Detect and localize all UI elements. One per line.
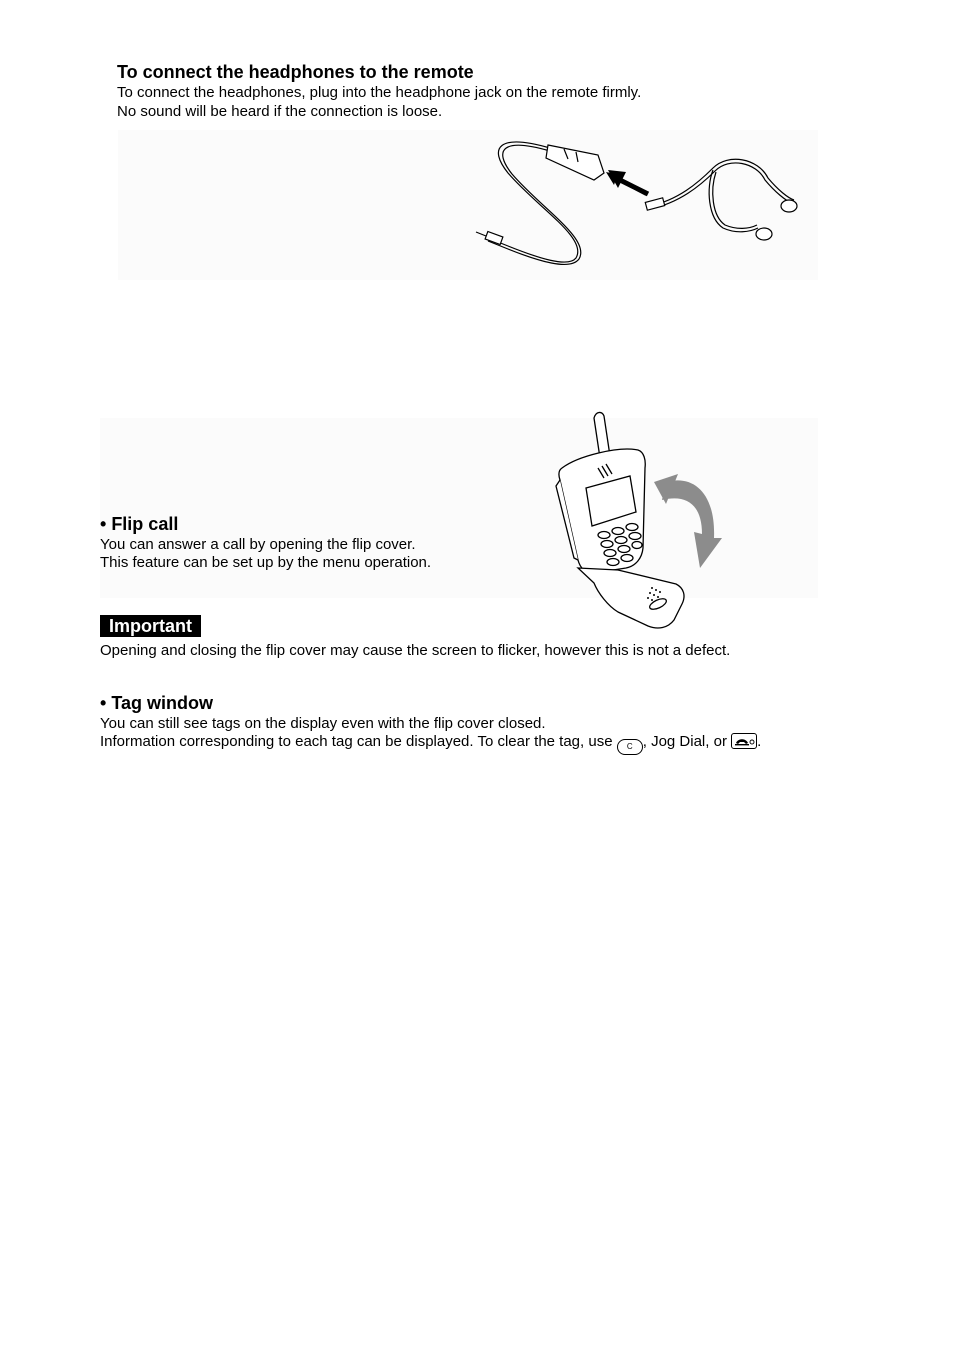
section-title-headphones: To connect the headphones to the remote: [117, 62, 474, 82]
headphones-connection-illustration: [468, 128, 808, 268]
flip-call-text-line1: You can answer a call by opening the flip cover.: [100, 536, 416, 553]
clear-key-label: C: [626, 742, 633, 751]
important-label: Important: [100, 615, 201, 637]
flip-call-text-line2: This feature can be set up by the menu operation.: [100, 554, 432, 571]
tag-window-title: Tag window: [111, 693, 213, 713]
flip-call-title: Flip call: [111, 514, 179, 534]
tag-window-text-line1: You can still see tags on the display even with the flip cover closed.: [100, 715, 546, 732]
headphones-text-line1: To connect the headphones, plug into the headphone jack on the remote firmly.: [117, 84, 642, 101]
tag-window-text-part1: Information corresponding to each tag can be displayed. To clear the tag, use: [100, 733, 613, 750]
important-badge: [100, 615, 201, 637]
flip-phone-illustration: [548, 408, 728, 633]
section-title-flip-call: [100, 513, 178, 535]
important-text: Opening and closing the flip cover may cause the screen to flicker, however this is not a defect.: [100, 642, 731, 659]
tag-window-text-line2: [100, 732, 761, 755]
section-title-tag-window: [100, 692, 213, 714]
bullet: •: [100, 693, 107, 713]
bullet: •: [100, 514, 107, 534]
end-call-key-icon: [731, 733, 757, 749]
tag-window-text-part2: , Jog Dial, or: [642, 733, 727, 750]
headphones-text-line2: No sound will be heard if the connection is loose.: [117, 103, 443, 120]
tag-window-text-part3: .: [757, 733, 762, 750]
clear-key-icon: [617, 739, 643, 755]
